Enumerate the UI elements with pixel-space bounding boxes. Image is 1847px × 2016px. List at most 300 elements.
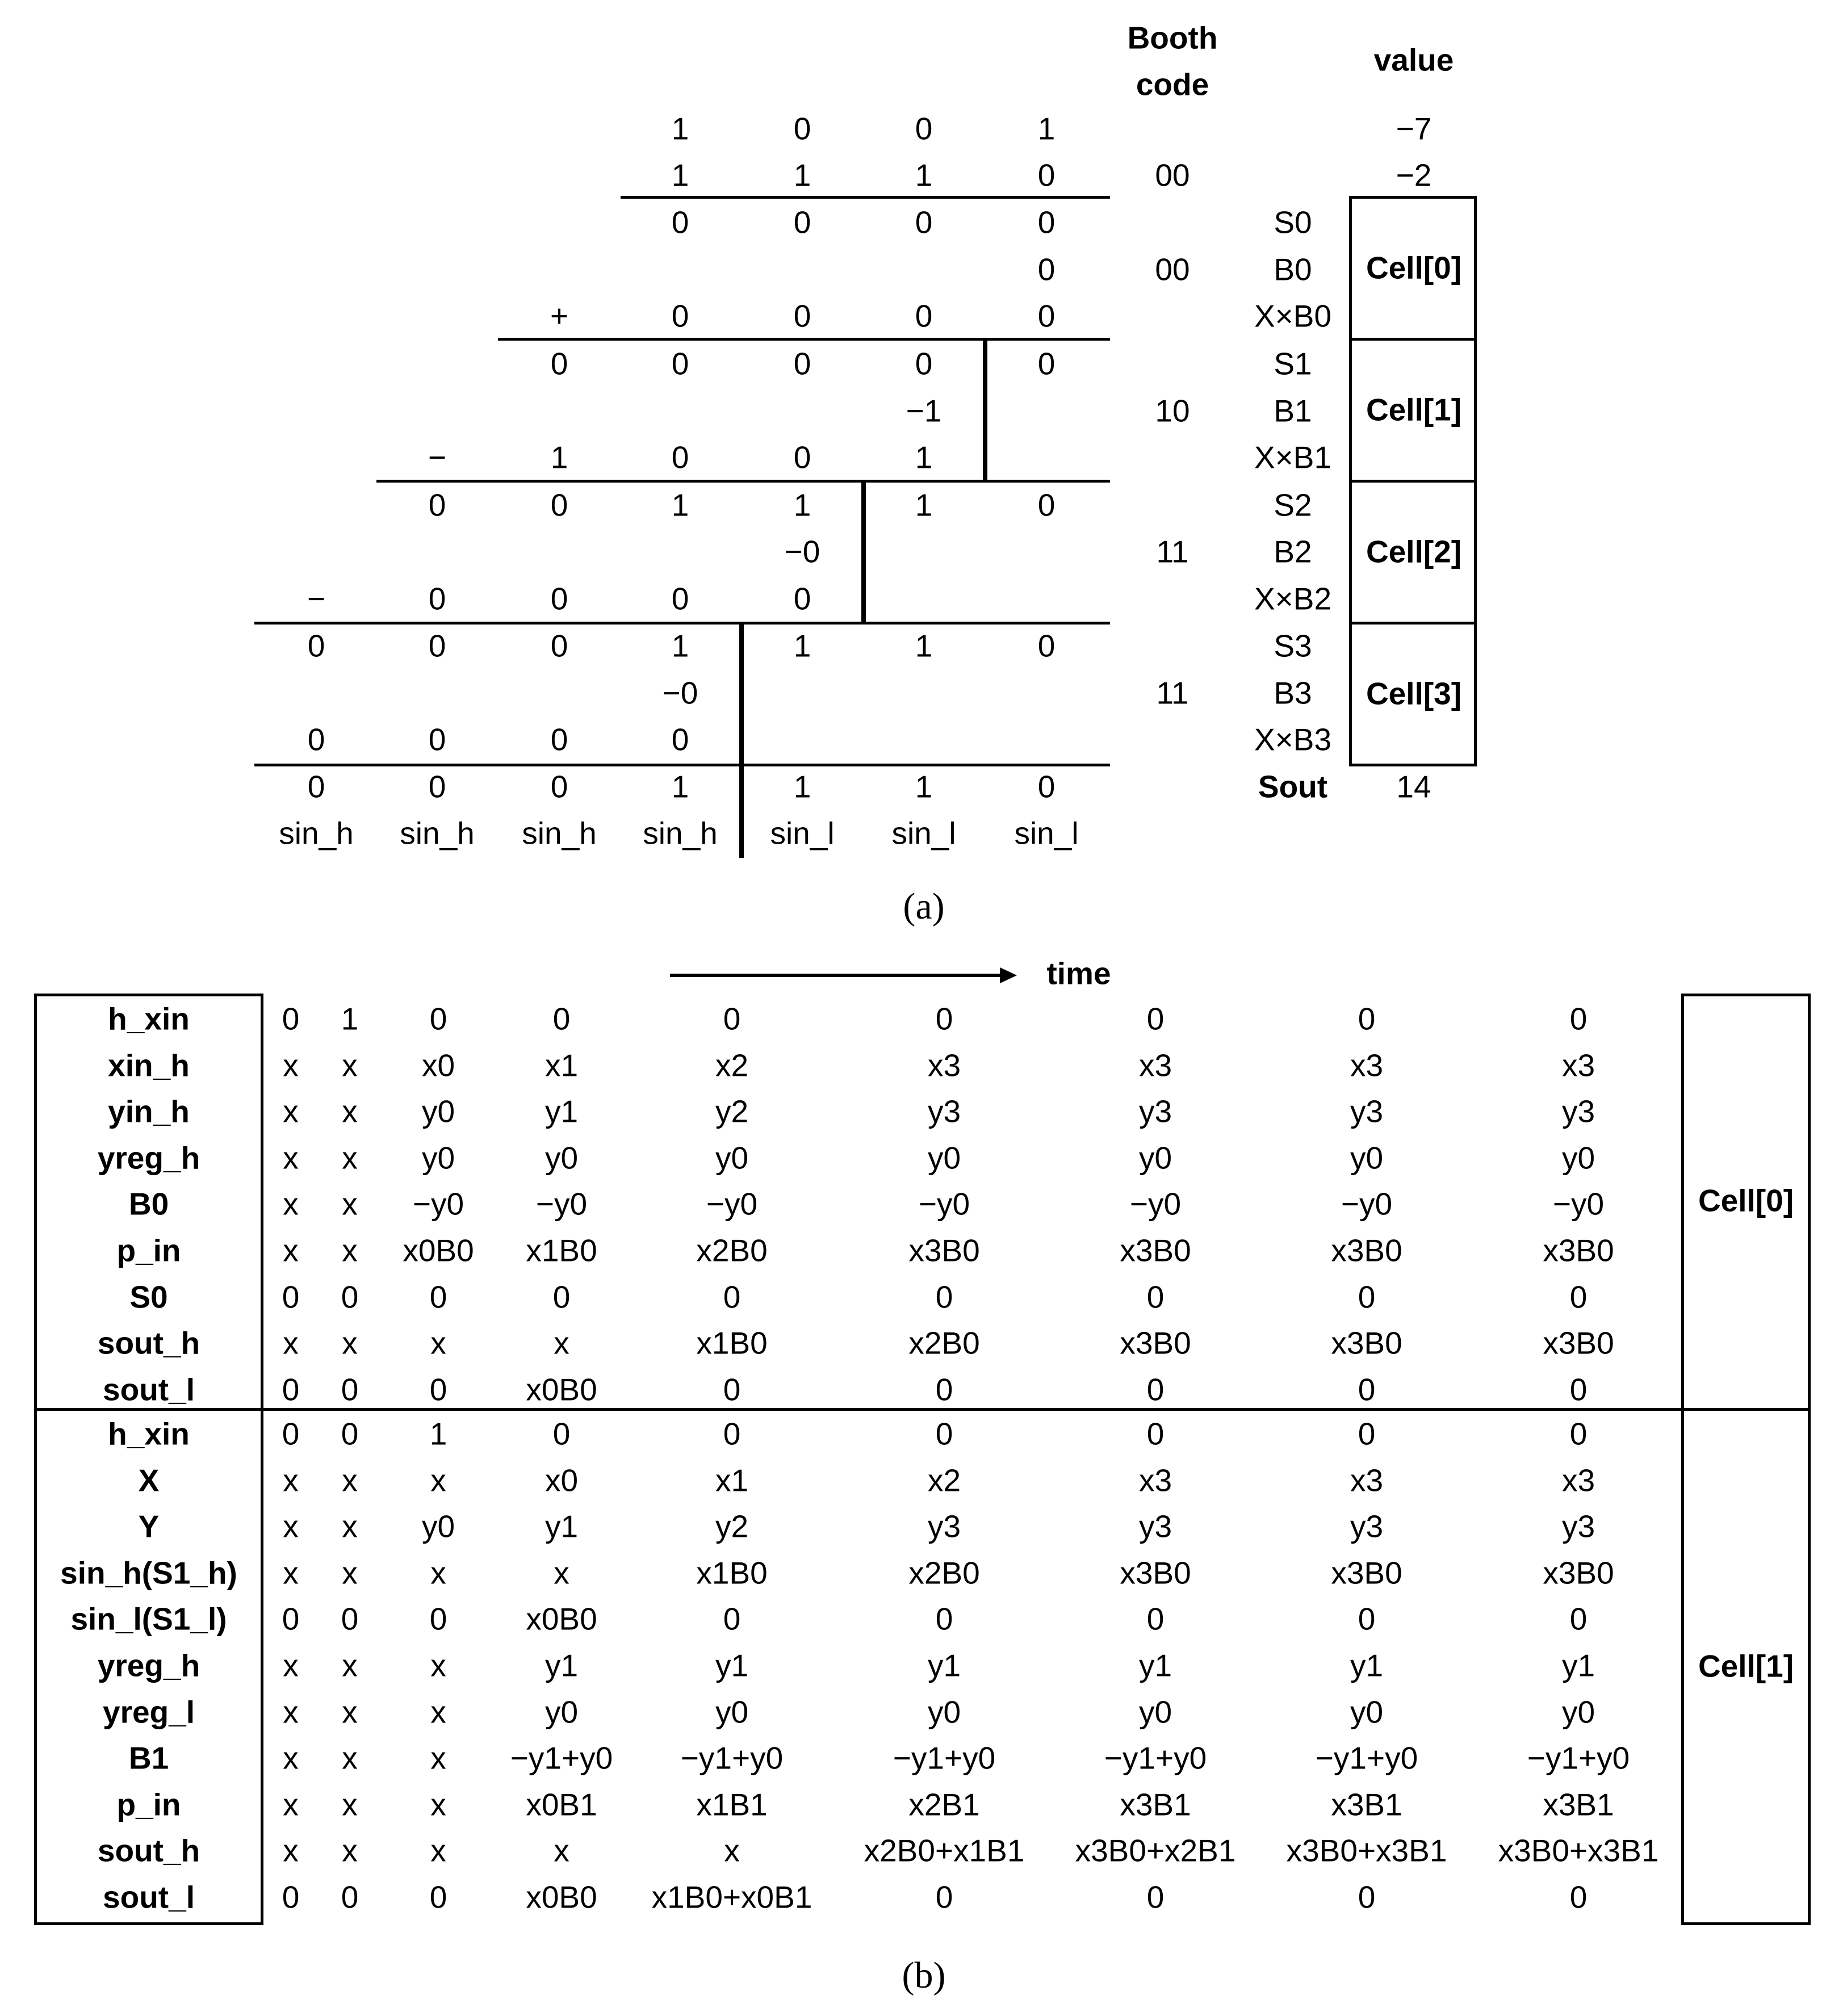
digit-cell: 1 <box>550 439 568 475</box>
booth-code: 00 <box>1155 252 1190 287</box>
digit-cell: 0 <box>1037 628 1056 664</box>
signal-value: x <box>283 1555 299 1591</box>
row-label: B1 <box>1274 393 1312 429</box>
signal-value: x1B0 <box>526 1233 597 1268</box>
signal-value: x2B0+x1B1 <box>864 1833 1025 1868</box>
signal-value: x <box>342 1140 358 1176</box>
signal-value: x2 <box>927 1462 961 1498</box>
signal-value: x1B0 <box>696 1555 768 1591</box>
signal-value: y1 <box>545 1508 579 1544</box>
signal-value: x <box>283 1740 299 1776</box>
digit-cell: 0 <box>428 628 446 664</box>
signal-label-column <box>34 994 263 1925</box>
signal-value: 0 <box>1358 1416 1376 1452</box>
cell-divider <box>739 623 744 858</box>
digit-cell: + <box>550 298 569 334</box>
signal-value: x <box>430 1648 446 1683</box>
signal-value: −y1+y0 <box>680 1740 784 1776</box>
digit-cell: sin_l <box>1014 815 1079 851</box>
signal-value: x <box>283 1462 299 1498</box>
cell-label: Cell[2] <box>1366 534 1462 569</box>
signal-value: y3 <box>1561 1093 1595 1129</box>
signal-value: x3 <box>1138 1047 1172 1083</box>
signal-label: h_xin <box>108 1416 190 1452</box>
row-label: S3 <box>1274 628 1312 664</box>
signal-value: 0 <box>1146 1879 1165 1915</box>
signal-value: x <box>342 1462 358 1498</box>
signal-value: 1 <box>341 1001 359 1037</box>
signal-value: −y0 <box>1552 1186 1605 1222</box>
booth-code-header: Booth <box>1127 20 1218 56</box>
signal-value: x <box>283 1508 299 1544</box>
signal-value: 0 <box>1569 1372 1588 1407</box>
signal-value: x3B1 <box>1543 1787 1614 1822</box>
signal-label: B0 <box>128 1186 169 1222</box>
digit-cell: 0 <box>671 298 689 334</box>
signal-value: −y0 <box>1129 1186 1182 1222</box>
signal-value: x3B0+x2B1 <box>1075 1833 1236 1868</box>
signal-value: 0 <box>1569 1001 1588 1037</box>
signal-value: x0 <box>545 1462 579 1498</box>
row-label: X×B1 <box>1254 439 1332 475</box>
digit-cell: 0 <box>793 346 811 382</box>
signal-value: x0B0 <box>526 1601 597 1637</box>
digit-cell: 0 <box>915 298 933 334</box>
signal-value: x3 <box>1561 1047 1595 1083</box>
signal-value: x <box>554 1325 569 1361</box>
signal-label: sin_l(S1_l) <box>70 1601 227 1637</box>
signal-value: x1B1 <box>696 1787 768 1822</box>
partial-sum-rule <box>254 622 1110 625</box>
signal-value: 0 <box>935 1279 953 1315</box>
signal-value: 0 <box>723 1416 741 1452</box>
signal-value: y1 <box>545 1648 579 1683</box>
signal-value: x3B0 <box>1543 1325 1614 1361</box>
cell-separator <box>34 1408 1811 1411</box>
signal-value: x2B1 <box>908 1787 980 1822</box>
signal-value: x3B0 <box>1120 1555 1191 1591</box>
signal-label: p_in <box>116 1233 181 1268</box>
signal-label: sout_h <box>97 1833 200 1868</box>
digit-cell: 0 <box>671 204 689 240</box>
signal-value: y3 <box>927 1093 961 1129</box>
signal-value: 0 <box>1146 1416 1165 1452</box>
signal-value: x0B0 <box>526 1879 597 1915</box>
booth-code: 11 <box>1156 534 1189 569</box>
signal-value: 0 <box>935 1001 953 1037</box>
signal-value: y0 <box>927 1140 961 1176</box>
digit-cell: 1 <box>915 439 933 475</box>
signal-value: y3 <box>1350 1093 1384 1129</box>
digit-cell: 1 <box>793 769 811 804</box>
cell-divider <box>983 339 987 481</box>
signal-value: y1 <box>1561 1648 1595 1683</box>
signal-value: y3 <box>927 1508 961 1544</box>
signal-value: 0 <box>282 1001 300 1037</box>
digit-cell: 0 <box>307 769 325 804</box>
signal-value: x <box>430 1555 446 1591</box>
signal-value: x3 <box>1350 1462 1384 1498</box>
digit-cell: 0 <box>1037 252 1056 287</box>
digit-cell: 0 <box>793 439 811 475</box>
caption-b: (b) <box>902 1955 946 1996</box>
cell-name-column <box>1681 994 1811 1925</box>
digit-cell: −0 <box>662 675 698 711</box>
signal-value: x2 <box>715 1047 749 1083</box>
signal-value: y0 <box>927 1694 961 1730</box>
digit-cell: sin_h <box>643 815 718 851</box>
signal-value: x <box>342 1648 358 1683</box>
digit-cell: − <box>307 581 326 617</box>
signal-value: 0 <box>1146 1001 1165 1037</box>
signal-value: 0 <box>1358 1279 1376 1315</box>
signal-value: 0 <box>341 1372 359 1407</box>
digit-cell: 0 <box>1037 298 1056 334</box>
signal-value: x1B0 <box>696 1325 768 1361</box>
partial-sum-rule <box>621 196 1110 199</box>
signal-value: x3B0 <box>1331 1325 1402 1361</box>
signal-value: 0 <box>282 1416 300 1452</box>
partial-sum-rule <box>376 480 1110 483</box>
signal-value: x0B1 <box>526 1787 597 1822</box>
signal-value: 0 <box>429 1001 447 1037</box>
signal-label: sout_l <box>103 1372 195 1407</box>
digit-cell: 0 <box>793 298 811 334</box>
row-label: B3 <box>1274 675 1312 711</box>
signal-value: y1 <box>927 1648 961 1683</box>
signal-value: x <box>283 1233 299 1268</box>
signal-value: −y0 <box>535 1186 588 1222</box>
digit-cell: 0 <box>307 628 325 664</box>
digit-cell: 0 <box>1037 769 1056 804</box>
cell-divider <box>861 481 866 623</box>
signal-value: y2 <box>715 1093 749 1129</box>
digit-cell: 1 <box>915 628 933 664</box>
signal-value: y0 <box>421 1508 455 1544</box>
row-label: X×B0 <box>1254 298 1332 334</box>
signal-label: yreg_h <box>97 1648 200 1683</box>
digit-cell: 0 <box>915 111 933 146</box>
signal-value: 0 <box>1358 1372 1376 1407</box>
signal-value: x2B0 <box>908 1555 980 1591</box>
digit-cell: 1 <box>915 769 933 804</box>
row-label: Sout <box>1258 769 1328 804</box>
digit-cell: 1 <box>671 111 689 146</box>
signal-value: 0 <box>1569 1416 1588 1452</box>
signal-value: y3 <box>1350 1508 1384 1544</box>
signal-value: 0 <box>429 1879 447 1915</box>
signal-value: y0 <box>545 1694 579 1730</box>
signal-value: 0 <box>282 1879 300 1915</box>
signal-value: 0 <box>1358 1879 1376 1915</box>
row-label: S0 <box>1274 204 1312 240</box>
signal-value: x0B0 <box>403 1233 474 1268</box>
signal-value: 0 <box>552 1416 571 1452</box>
signal-label: yreg_h <box>97 1140 200 1176</box>
signal-value: x3B0 <box>1543 1233 1614 1268</box>
signal-value: 0 <box>723 1601 741 1637</box>
signal-value: x <box>342 1740 358 1776</box>
row-label: S1 <box>1274 346 1312 382</box>
signal-value: x0 <box>421 1047 455 1083</box>
digit-cell: 0 <box>671 439 689 475</box>
digit-cell: 0 <box>915 204 933 240</box>
signal-value: x3B0 <box>1331 1555 1402 1591</box>
signal-value: x3B0 <box>1331 1233 1402 1268</box>
cell-name: Cell[0] <box>1698 1183 1794 1218</box>
digit-cell: 1 <box>793 487 811 523</box>
signal-value: x <box>283 1694 299 1730</box>
digit-cell: 0 <box>671 581 689 617</box>
signal-value: x3B0 <box>1120 1233 1191 1268</box>
signal-value: x <box>342 1694 358 1730</box>
signal-label: B1 <box>128 1740 169 1776</box>
time-label: time <box>1046 955 1111 991</box>
row-label: S2 <box>1274 487 1312 523</box>
digit-cell: 0 <box>550 628 568 664</box>
signal-value: 0 <box>723 1279 741 1315</box>
value-cell: 14 <box>1396 769 1431 804</box>
signal-value: 1 <box>429 1416 447 1452</box>
signal-value: 0 <box>935 1416 953 1452</box>
signal-value: x3 <box>1350 1047 1384 1083</box>
signal-value: x <box>283 1787 299 1822</box>
digit-cell: sin_h <box>279 815 354 851</box>
signal-value: 0 <box>935 1601 953 1637</box>
signal-label: sin_h(S1_h) <box>60 1555 237 1591</box>
signal-value: −y0 <box>706 1186 758 1222</box>
signal-value: y0 <box>1350 1140 1384 1176</box>
signal-value: −y1+y0 <box>893 1740 996 1776</box>
digit-cell: sin_h <box>522 815 597 851</box>
signal-value: 0 <box>723 1001 741 1037</box>
digit-cell: 0 <box>550 487 568 523</box>
signal-value: x <box>283 1047 299 1083</box>
digit-cell: 0 <box>915 346 933 382</box>
signal-value: x3B0 <box>908 1233 980 1268</box>
signal-value: y3 <box>1561 1508 1595 1544</box>
signal-value: y0 <box>1138 1140 1172 1176</box>
signal-value: x3 <box>1561 1462 1595 1498</box>
signal-value: x <box>724 1833 740 1868</box>
signal-label: sout_h <box>97 1325 200 1361</box>
digit-cell: 0 <box>1037 346 1056 382</box>
signal-value: 0 <box>1358 1001 1376 1037</box>
row-label: B0 <box>1274 252 1312 287</box>
value-cell: −7 <box>1396 111 1432 146</box>
signal-value: 0 <box>429 1372 447 1407</box>
signal-value: y0 <box>421 1140 455 1176</box>
row-label: X×B3 <box>1254 722 1332 757</box>
digit-cell: 0 <box>307 722 325 757</box>
signal-value: y3 <box>1138 1093 1172 1129</box>
signal-value: x3B1 <box>1120 1787 1191 1822</box>
signal-value: 0 <box>1569 1279 1588 1315</box>
digit-cell: 0 <box>1037 157 1056 193</box>
signal-value: x <box>430 1833 446 1868</box>
signal-value: y0 <box>715 1140 749 1176</box>
signal-label: h_xin <box>108 1001 190 1037</box>
signal-value: y1 <box>1138 1648 1172 1683</box>
digit-cell: 0 <box>793 581 811 617</box>
digit-cell: 1 <box>915 157 933 193</box>
signal-label: p_in <box>116 1787 181 1822</box>
digit-cell: 0 <box>1037 487 1056 523</box>
signal-value: −y1+y0 <box>510 1740 613 1776</box>
row-label: X×B2 <box>1254 581 1332 617</box>
booth-code: 11 <box>1156 675 1189 711</box>
partial-sum-rule <box>254 764 1110 766</box>
digit-cell: −0 <box>784 534 820 569</box>
signal-value: 0 <box>723 1372 741 1407</box>
signal-value: x <box>283 1833 299 1868</box>
signal-value: x3B0+x3B1 <box>1286 1833 1447 1868</box>
digit-cell: 1 <box>793 157 811 193</box>
caption-a: (a) <box>903 886 945 927</box>
signal-label: X <box>138 1462 160 1498</box>
signal-value: x <box>342 1047 358 1083</box>
signal-value: x <box>554 1833 569 1868</box>
signal-value: 0 <box>1358 1601 1376 1637</box>
signal-value: x <box>283 1140 299 1176</box>
booth-code: 00 <box>1155 157 1190 193</box>
signal-value: x1 <box>715 1462 749 1498</box>
signal-value: 0 <box>282 1372 300 1407</box>
signal-value: y0 <box>1138 1694 1172 1730</box>
signal-value: −y1+y0 <box>1527 1740 1630 1776</box>
digit-cell: 1 <box>671 487 689 523</box>
value-header: value <box>1373 42 1454 78</box>
signal-value: 0 <box>1569 1879 1588 1915</box>
signal-value: 0 <box>552 1279 571 1315</box>
digit-cell: 1 <box>671 769 689 804</box>
signal-value: x3 <box>1138 1462 1172 1498</box>
booth-code-header: code <box>1136 66 1209 102</box>
cell-label: Cell[3] <box>1366 676 1462 711</box>
signal-value: y0 <box>1350 1694 1384 1730</box>
signal-value: 0 <box>341 1879 359 1915</box>
signal-value: 0 <box>1569 1601 1588 1637</box>
signal-value: y0 <box>715 1694 749 1730</box>
digit-cell: 1 <box>671 628 689 664</box>
signal-value: x <box>342 1833 358 1868</box>
signal-value: x <box>283 1648 299 1683</box>
signal-value: 0 <box>282 1279 300 1315</box>
signal-value: 0 <box>282 1601 300 1637</box>
digit-cell: 0 <box>550 769 568 804</box>
signal-label: yreg_l <box>102 1694 195 1730</box>
signal-value: x <box>554 1555 569 1591</box>
signal-value: −y0 <box>918 1186 970 1222</box>
digit-cell: 1 <box>915 487 933 523</box>
signal-value: y1 <box>545 1093 579 1129</box>
signal-value: −y0 <box>412 1186 464 1222</box>
signal-value: x <box>342 1233 358 1268</box>
time-arrow <box>670 974 1002 977</box>
signal-value: y2 <box>715 1508 749 1544</box>
booth-code: 10 <box>1155 393 1190 429</box>
signal-value: x3B0+x3B1 <box>1498 1833 1659 1868</box>
digit-cell: 0 <box>428 722 446 757</box>
signal-label: xin_h <box>108 1047 190 1083</box>
digit-cell: 0 <box>1037 204 1056 240</box>
digit-cell: 1 <box>793 628 811 664</box>
cell-label: Cell[1] <box>1366 392 1462 427</box>
signal-value: 0 <box>935 1372 953 1407</box>
signal-value: x <box>430 1694 446 1730</box>
signal-value: x <box>342 1555 358 1591</box>
digit-cell: 0 <box>671 722 689 757</box>
signal-value: x3B0 <box>1543 1555 1614 1591</box>
signal-value: 0 <box>341 1416 359 1452</box>
signal-label: Y <box>138 1508 160 1544</box>
digit-cell: sin_h <box>400 815 475 851</box>
signal-value: x <box>342 1787 358 1822</box>
signal-value: x <box>342 1186 358 1222</box>
digit-cell: 1 <box>1037 111 1056 146</box>
signal-label: sout_l <box>103 1879 195 1915</box>
digit-cell: 0 <box>793 111 811 146</box>
signal-value: 0 <box>552 1001 571 1037</box>
digit-cell: 0 <box>428 581 446 617</box>
digit-cell: − <box>428 439 447 475</box>
row-label: B2 <box>1274 534 1312 569</box>
signal-value: x <box>283 1325 299 1361</box>
cell-label: Cell[0] <box>1366 250 1462 286</box>
digit-cell: 0 <box>428 769 446 804</box>
digit-cell: sin_l <box>891 815 956 851</box>
signal-value: x3 <box>927 1047 961 1083</box>
signal-value: 0 <box>341 1601 359 1637</box>
signal-value: x3B0 <box>1120 1325 1191 1361</box>
signal-value: x <box>430 1462 446 1498</box>
signal-value: x1 <box>545 1047 579 1083</box>
signal-value: 0 <box>1146 1601 1165 1637</box>
signal-value: y3 <box>1138 1508 1172 1544</box>
signal-value: x <box>283 1186 299 1222</box>
signal-value: 0 <box>429 1279 447 1315</box>
digit-cell: −1 <box>906 393 942 429</box>
signal-value: x1B0+x0B1 <box>651 1879 812 1915</box>
signal-value: x <box>342 1325 358 1361</box>
signal-value: x <box>283 1093 299 1129</box>
digit-cell: 0 <box>428 487 446 523</box>
signal-value: y0 <box>421 1093 455 1129</box>
signal-value: y0 <box>1561 1694 1595 1730</box>
signal-value: x3B1 <box>1331 1787 1402 1822</box>
signal-value: y1 <box>715 1648 749 1683</box>
signal-value: x <box>430 1787 446 1822</box>
signal-value: x <box>342 1508 358 1544</box>
signal-value: 0 <box>1146 1279 1165 1315</box>
signal-value: −y0 <box>1341 1186 1393 1222</box>
digit-cell: 0 <box>550 581 568 617</box>
signal-value: 0 <box>1146 1372 1165 1407</box>
signal-value: x2B0 <box>696 1233 768 1268</box>
signal-value: 0 <box>935 1879 953 1915</box>
signal-value: x <box>430 1740 446 1776</box>
signal-value: x <box>430 1325 446 1361</box>
digit-cell: 0 <box>671 346 689 382</box>
signal-label: yin_h <box>108 1093 190 1129</box>
cell-name: Cell[1] <box>1698 1648 1794 1684</box>
signal-value: y1 <box>1350 1648 1384 1683</box>
signal-value: y0 <box>1561 1140 1595 1176</box>
digit-cell: 1 <box>671 157 689 193</box>
digit-cell: 0 <box>793 204 811 240</box>
partial-sum-rule <box>498 338 1110 341</box>
digit-cell: 0 <box>550 346 568 382</box>
